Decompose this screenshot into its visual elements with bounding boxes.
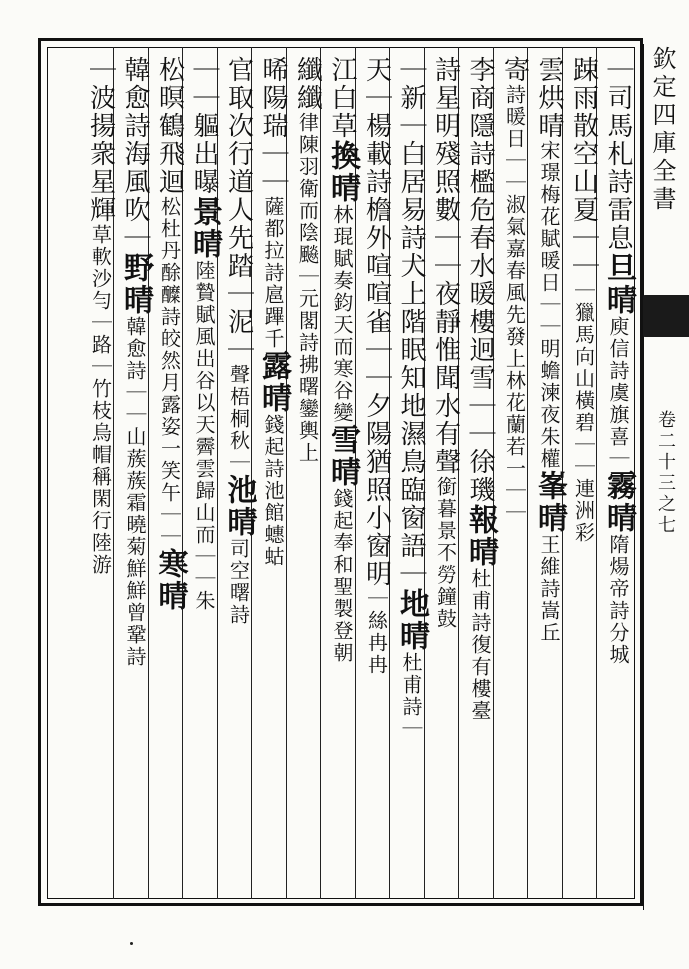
- text-column: [115, 56, 155, 892]
- entry-text: ｜｜軀出曝: [189, 56, 219, 196]
- entry-text: 錢起奉和聖製登朝: [330, 488, 354, 664]
- entry-text: 纖纖: [292, 56, 323, 112]
- entry-text: 隋煬帝詩分城: [606, 534, 630, 666]
- entry-text: 杜甫詩｜: [399, 652, 423, 740]
- ink-speck: [130, 942, 133, 945]
- entry-text: 朱: [192, 590, 216, 612]
- entry-text: 元閣詩拂曙鑾輿上: [295, 288, 320, 464]
- entry-text: 聲梧桐秋｜: [226, 364, 251, 474]
- book-title: 欽定四庫全書: [648, 46, 676, 214]
- entry-heading: 峯晴: [532, 470, 567, 534]
- entry-text: 松暝鶴飛迴: [154, 56, 185, 196]
- text-column: [150, 56, 190, 892]
- entry-text: 草軟沙勻｜路｜竹枝烏帽稱閑行陸游: [88, 224, 113, 576]
- entry-text: ｜獵馬向山橫: [571, 280, 596, 412]
- text-column: [460, 56, 500, 892]
- entry-text: 銜暮景不勞鐘鼓: [433, 476, 458, 630]
- text-column: [598, 56, 638, 892]
- entry-text: 錢起詩池館蟪蛄: [261, 414, 285, 568]
- text-column: [322, 56, 362, 892]
- entry-text: 杜甫詩復有樓臺: [468, 568, 492, 722]
- text-column: [184, 56, 224, 892]
- entry-text: 韓愈詩海風吹｜: [120, 56, 150, 252]
- text-column: [426, 56, 466, 892]
- volume-label: 卷二十三之七: [655, 410, 676, 536]
- entry-heading: 雪晴: [325, 424, 360, 488]
- entry-text: 晞陽瑞｜｜: [258, 56, 288, 196]
- entry-heading: 霧晴: [601, 470, 636, 534]
- entry-text: 韓愈詩｜｜山蔟蔟霜曉菊鮮鮮曾鞏詩: [123, 316, 147, 668]
- text-column: [564, 56, 604, 892]
- entry-text: 王維詩嵩丘: [537, 534, 561, 644]
- entry-text: 庾信詩虞旗喜｜: [606, 316, 630, 470]
- entry-text: 律陳羽衛而陰飈｜: [295, 112, 320, 288]
- entry-text: 詩星明殘照數｜｜夜靜惟聞水有聲: [430, 56, 461, 476]
- text-column: [357, 56, 397, 892]
- entry-text: 司空曙詩: [226, 538, 251, 626]
- entry-text: 雲烘晴: [534, 56, 564, 140]
- text-column: [529, 56, 569, 892]
- text-column: [253, 56, 293, 892]
- text-column: [288, 56, 328, 892]
- text-column: [391, 56, 431, 892]
- entry-heading: 池晴: [221, 474, 257, 538]
- entry-text: 踈雨散空山夏｜｜: [568, 56, 599, 280]
- entry-text: 陸贄賦風出谷以天霽雲歸山而｜｜: [192, 260, 216, 590]
- entry-heading: 寒晴: [152, 548, 188, 612]
- entry-text: 江白草: [327, 56, 357, 140]
- entry-text: ｜新｜白居易詩犬上階眠知地濕鳥臨窗語｜: [396, 56, 426, 588]
- entry-heading: 野晴: [118, 252, 153, 316]
- entry-text: 宋璟梅花賦暖日｜｜明蟾湅夜朱權: [537, 140, 561, 470]
- entry-text: 林琨賦奏鈞天而寒谷變: [330, 204, 354, 424]
- entry-text: ｜絲冉冉: [364, 588, 389, 676]
- entry-text: 李商隱詩檻危春水暖樓迥雪｜｜徐璣: [465, 56, 495, 504]
- entry-heading: 旦晴: [601, 252, 636, 316]
- entry-text: 碧｜｜連洲彩: [571, 412, 596, 544]
- entry-heading: 報晴: [463, 504, 498, 568]
- entry-text: 蘭若一｜｜: [502, 414, 527, 524]
- entry-text: ｜波揚衆星輝: [85, 56, 116, 224]
- entry-heading: 換晴: [325, 140, 360, 204]
- text-column: [219, 56, 259, 892]
- entry-text: 松杜丹酴醾詩皎然月露姿一笑午｜｜: [157, 196, 182, 548]
- fishtail-mark: [643, 295, 689, 337]
- entry-text: 官取次行道人先踏｜泥｜: [223, 56, 254, 364]
- text-column: [495, 56, 535, 892]
- entry-heading: 露晴: [256, 350, 291, 414]
- entry-heading: 地晴: [394, 588, 429, 652]
- entry-heading: 景晴: [187, 196, 222, 260]
- entry-text: 寄: [499, 56, 530, 84]
- entry-text: ｜司馬札詩雷息: [603, 56, 633, 252]
- entry-text: 詩暖日｜｜淑氣嘉春風先發上林花: [502, 84, 527, 414]
- entry-text: 天｜楊載詩檐外喧喧雀｜｜夕陽猶照小窗明: [361, 56, 392, 588]
- entry-text: 薩都拉詩扈蹕千: [261, 196, 285, 350]
- text-column: [81, 56, 121, 892]
